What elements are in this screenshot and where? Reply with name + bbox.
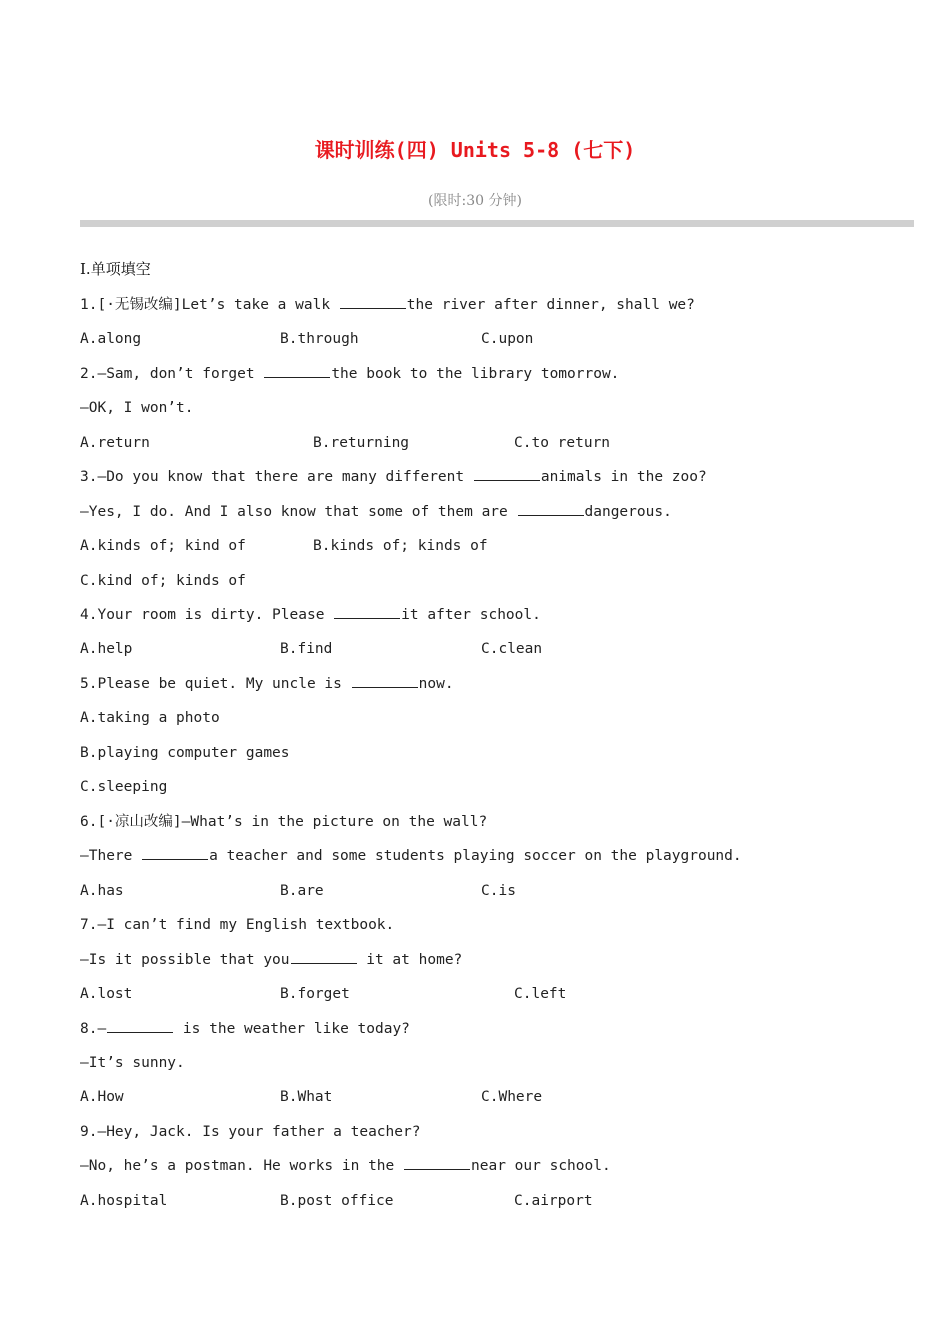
question-text: —Is it possible that you xyxy=(80,952,290,968)
option-a[interactable]: A.lost xyxy=(80,986,133,1002)
question-text: animals in the zoo? xyxy=(540,469,707,485)
option-c[interactable]: C.airport xyxy=(514,1193,593,1209)
question-6: 6.[·凉山改编]—What’s in the picture on the wall? xyxy=(80,814,488,830)
question-7: 7.—I can’t find my English textbook. xyxy=(80,917,395,933)
answer-blank[interactable] xyxy=(474,466,540,481)
answer-blank[interactable] xyxy=(291,949,357,964)
answer-blank[interactable] xyxy=(334,604,400,619)
section-heading: Ⅰ.单项填空 xyxy=(80,260,151,278)
option-a[interactable]: A.along xyxy=(80,331,142,347)
question-text: it at home? xyxy=(357,952,463,968)
option-b[interactable]: B.find xyxy=(280,641,333,657)
question-9: 9.—Hey, Jack. Is your father a teacher? xyxy=(80,1124,421,1140)
answer-blank[interactable] xyxy=(107,1018,173,1033)
option-b[interactable]: B.returning xyxy=(313,435,410,451)
answer-blank[interactable] xyxy=(340,294,406,309)
option-a[interactable]: A.hospital xyxy=(80,1193,168,1209)
option-a[interactable]: A.help xyxy=(80,641,133,657)
answer-blank[interactable] xyxy=(352,673,418,688)
question-8-reply: —It’s sunny. xyxy=(80,1055,185,1071)
question-9-reply xyxy=(80,1155,611,1177)
page-title: 课时训练(四) Units 5-8 (七下) xyxy=(314,138,636,162)
option-c[interactable]: C.sleeping xyxy=(80,779,168,795)
question-text: near our school. xyxy=(471,1158,611,1174)
option-c[interactable]: C.upon xyxy=(481,331,534,347)
option-b[interactable]: B.kinds of; kinds of xyxy=(313,538,488,554)
question-text: 1.[·无锡改编]Let’s take a walk xyxy=(80,297,339,313)
question-text: —There xyxy=(80,848,142,864)
option-c[interactable]: C.to return xyxy=(514,435,611,451)
answer-blank[interactable] xyxy=(264,363,330,378)
question-text: a teacher and some students playing soccer on the playground. xyxy=(209,848,742,864)
question-text: 3.—Do you know that there are many different xyxy=(80,469,473,485)
question-text: 4.Your room is dirty. Please xyxy=(80,607,334,623)
option-c[interactable]: C.kind of; kinds of xyxy=(80,573,246,589)
question-text: dangerous. xyxy=(584,504,672,520)
question-text: the book to the library tomorrow. xyxy=(331,366,620,382)
option-b[interactable]: B.playing computer games xyxy=(80,745,290,761)
option-a[interactable]: A.How xyxy=(80,1089,124,1105)
question-text: now. xyxy=(418,676,454,692)
question-5 xyxy=(80,673,454,695)
option-b[interactable]: B.forget xyxy=(280,986,350,1002)
option-b[interactable]: B.are xyxy=(280,883,324,899)
question-text: 5.Please be quiet. My uncle is xyxy=(80,676,351,692)
answer-blank[interactable] xyxy=(404,1155,470,1170)
question-2 xyxy=(80,363,619,385)
option-c[interactable]: C.Where xyxy=(481,1089,543,1105)
option-b[interactable]: B.through xyxy=(280,331,359,347)
question-text: 2.—Sam, don’t forget xyxy=(80,366,264,382)
question-text: it after school. xyxy=(401,607,541,623)
option-c[interactable]: C.left xyxy=(514,986,567,1002)
option-c[interactable]: C.clean xyxy=(481,641,543,657)
answer-blank[interactable] xyxy=(518,501,584,516)
question-text: is the weather like today? xyxy=(174,1021,410,1037)
question-text: —No, he’s a postman. He works in the xyxy=(80,1158,404,1174)
question-text: 8.— xyxy=(80,1021,107,1037)
question-6-reply xyxy=(80,845,742,867)
question-3-reply xyxy=(80,501,672,523)
option-a[interactable]: A.kinds of; kind of xyxy=(80,538,246,554)
option-b[interactable]: B.What xyxy=(280,1089,333,1105)
question-8 xyxy=(80,1018,410,1040)
question-7-reply xyxy=(80,949,462,971)
header-divider xyxy=(80,220,914,227)
option-b[interactable]: B.post office xyxy=(280,1193,394,1209)
question-3 xyxy=(80,466,707,488)
option-c[interactable]: C.is xyxy=(481,883,516,899)
option-a[interactable]: A.taking a photo xyxy=(80,710,220,726)
option-a[interactable]: A.return xyxy=(80,435,150,451)
time-limit: (限时:30 分钟) xyxy=(428,193,522,209)
answer-blank[interactable] xyxy=(142,845,208,860)
question-4 xyxy=(80,604,541,626)
question-2-reply: —OK, I won’t. xyxy=(80,400,194,416)
question-text: the river after dinner, shall we? xyxy=(406,297,695,313)
option-a[interactable]: A.has xyxy=(80,883,124,899)
question-1 xyxy=(80,294,695,316)
question-text: —Yes, I do. And I also know that some of them are xyxy=(80,504,517,520)
